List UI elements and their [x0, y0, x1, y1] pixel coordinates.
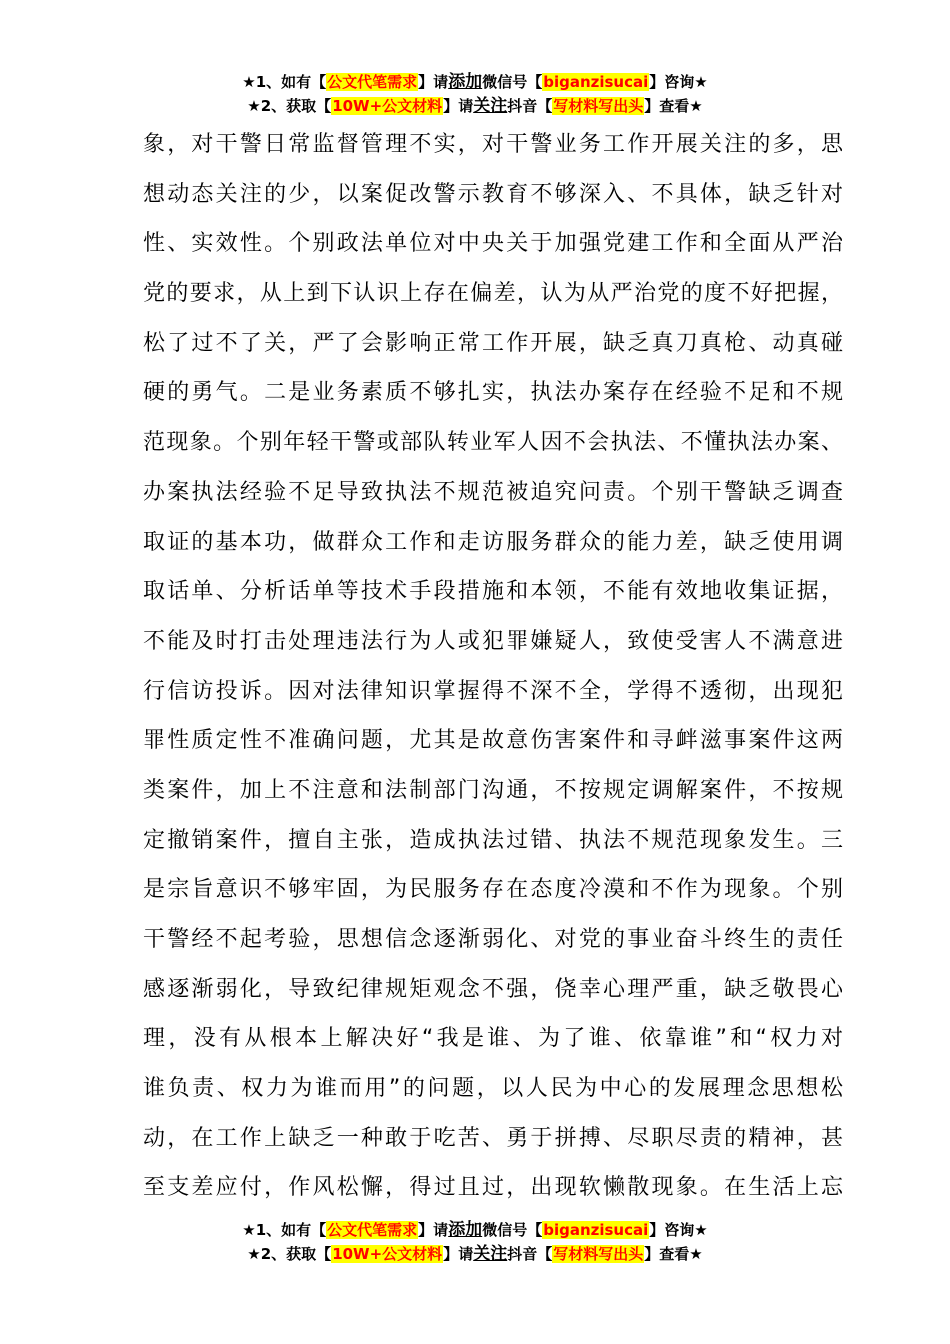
- footer-banner: [0, 1218, 950, 1266]
- highlight-douyin: 写材料写出头: [553, 1245, 644, 1263]
- body-line: 感逐渐弱化，导致纪律规矩观念不强，侥幸心理严重，缺乏敬畏心: [143, 976, 843, 1002]
- body-line: 至支差应付，作风松懈，得过且过，出现软懒散现象。在生活上忘: [143, 1175, 843, 1201]
- body-line: 行信访投诉。因对法律知识掌握得不深不全，学得不透彻，出现犯: [143, 678, 843, 704]
- body-line: 松了过不了关，严了会影响正常工作开展，缺乏真刀真枪、动真碰: [143, 330, 843, 356]
- banner-line-1: ★1、如有【公文代笔需求】请添加微信号【biganzisucai】咨询★: [242, 1220, 708, 1240]
- body-line: 硬的勇气。二是业务素质不够扎实，执法办案存在经验不足和不规: [143, 380, 843, 406]
- banner-line-2: ★2、获取【10W+公文材料】请关注抖音【写材料写出头】查看★: [247, 96, 703, 116]
- body-line: 想动态关注的少，以案促改警示教育不够深入、不具体，缺乏针对: [143, 181, 843, 207]
- highlight-wechat-id: biganzisucai: [543, 1221, 649, 1239]
- body-line: 干警经不起考验，思想信念逐渐弱化、对党的事业奋斗终生的责任: [143, 927, 843, 952]
- banner-line-1: ★1、如有【公文代笔需求】请添加微信号【biganzisucai】咨询★: [242, 72, 708, 92]
- highlight-materials: 10W+公文材料: [332, 1245, 443, 1263]
- highlight-service: 公文代笔需求: [327, 1221, 418, 1239]
- body-line: 取话单、分析话单等技术手段措施和本领，不能有效地收集证据，: [143, 579, 843, 605]
- body-line: 不能及时打击处理违法行为人或犯罪嫌疑人，致使受害人不满意进: [143, 628, 843, 654]
- body-line: 办案执法经验不足导致执法不规范被追究问责。个别干警缺乏调查: [143, 479, 843, 505]
- body-line: 谁负责、权力为谁而用”的问题，以人民为中心的发展理念思想松: [143, 1076, 843, 1102]
- highlight-wechat-id: biganzisucai: [543, 73, 649, 91]
- body-line: 范现象。个别年轻干警或部队转业军人因不会执法、不懂执法办案、: [143, 430, 843, 456]
- body-line: 党的要求，从上到下认识上存在偏差，认为从严治党的度不好把握，: [143, 281, 843, 307]
- header-banner: [0, 70, 950, 118]
- document-body: [143, 120, 843, 1213]
- highlight-materials: 10W+公文材料: [332, 97, 443, 115]
- body-line: 罪性质定性不准确问题，尤其是故意伤害案件和寻衅滋事案件这两: [143, 728, 843, 754]
- highlight-service: 公文代笔需求: [327, 73, 418, 91]
- body-line: 类案件，加上不注意和法制部门沟通，不按规定调解案件，不按规: [143, 777, 843, 803]
- body-line: 是宗旨意识不够牢固，为民服务存在态度冷漠和不作为现象。个别: [143, 877, 843, 903]
- banner-line-2: ★2、获取【10W+公文材料】请关注抖音【写材料写出头】查看★: [247, 1244, 703, 1264]
- body-line: 性、实效性。个别政法单位对中央关于加强党建工作和全面从严治: [143, 231, 843, 257]
- body-line: 取证的基本功，做群众工作和走访服务群众的能力差，缺乏使用调: [143, 529, 843, 555]
- body-line: 动，在工作上缺乏一种敢于吃苦、勇于拼搏、尽职尽责的精神，甚: [143, 1125, 843, 1151]
- highlight-douyin: 写材料写出头: [553, 97, 644, 115]
- body-line: 定撤销案件，擅自主张，造成执法过错、执法不规范现象发生。三: [143, 827, 843, 853]
- body-line: 理，没有从根本上解决好“我是谁、为了谁、依靠谁”和“权力对: [143, 1026, 843, 1052]
- body-line: 象，对干警日常监督管理不实，对干警业务工作开展关注的多，思: [143, 132, 843, 157]
